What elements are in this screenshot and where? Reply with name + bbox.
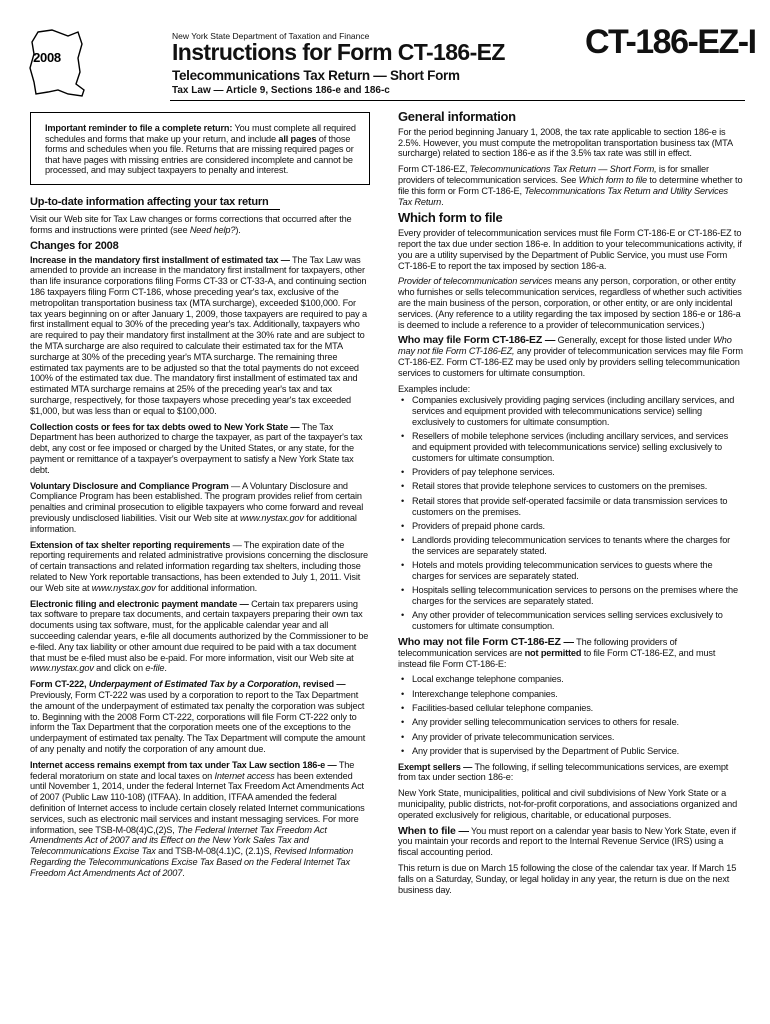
due-date-paragraph: This return is due on March 15 following the close of the calendar tax year. If March 15 falls on a Saturday, Sunday, or legal holiday in any year, the return is due on the next business day. <box>398 863 737 895</box>
gp2-text-2: is for smaller providers of telecommunication services. See <box>398 164 709 185</box>
shelter-end: for additional information. <box>155 582 258 593</box>
reminder-bold: all pages <box>278 133 317 144</box>
web-link[interactable]: www.nystax.gov <box>30 663 94 674</box>
department-name: New York State Department of Taxation and Finance <box>172 31 370 41</box>
examples-intro: Examples include: <box>398 383 471 394</box>
heading-rule <box>30 209 280 210</box>
list-item: • Retail stores that provide self-operated facsimile or data transmission services to customers on the premises. <box>398 496 743 518</box>
page-title: Instructions for Form CT-186-EZ <box>172 39 505 65</box>
voluntary-text: — A Voluntary Disclosure and Compliance Program has been established. The program provides relief from certain penalties and criminal prosecution to eligible taxpayers who come forward and reveal previously undisclosed liabilities. Visit our Web site at <box>30 480 364 524</box>
right-column <box>398 109 743 900</box>
reminder-text-2: of those forms and schedules when you file. Returns that are missing required pages or that have pages with missing entries are considered incomplete and cannot be processed, and may subject taxpayers to penalty and interest. <box>45 133 354 175</box>
who-may-lead: Who may file Form CT-186-EZ — <box>398 334 556 347</box>
voluntary-disclosure-paragraph <box>30 481 370 535</box>
efile-text: Certain tax preparers using tax software to prepare tax documents, and certain taxpayers preparing their own tax documents using tax software, must, for the applicable calendar year and all succeeding calendar years, e-file all documents authorized by the Commissioner to be e-filed. Any tax liability or other amount due required to be paid with a tax document that must be e-filed must also be e-paid. For more information, visit our Web site at <box>30 598 369 663</box>
internet-access-paragraph <box>30 760 370 879</box>
important-reminder-box <box>30 112 370 185</box>
who-not-text-2: to file Form CT-186-EZ, and must instead file Form CT-186-E: <box>398 647 716 669</box>
list-item: • Resellers of mobile telephone services (including ancillary services, and services and equipment provided with telecommunications service) selling exclusively to customers for ultimate consumption. <box>398 431 743 463</box>
list-item: • Hotels and motels providing telecommunication services to guests where the charges for services are separately stated. <box>398 560 743 582</box>
gp2-end: . <box>441 196 444 207</box>
which-paragraph-2 <box>398 276 743 330</box>
collection-costs-paragraph <box>30 422 370 476</box>
examples-list <box>398 395 743 632</box>
tsb-title-2: Revised Information Regarding the Telecommunications Excise Tax Based on the Federal Internet Tax Freedom Act Amendments Act of 2007 <box>30 846 354 878</box>
internet-end: . <box>182 867 185 878</box>
list-item: • Any provider of private telecommunication services. <box>398 732 743 743</box>
collection-lead: Collection costs or fees for tax debts owed to New York State — <box>30 421 300 432</box>
tax-shelter-paragraph <box>30 540 370 594</box>
header-divider <box>170 100 745 101</box>
reminder-text: You must complete all required schedules and forms that make up your return, and include <box>45 123 356 144</box>
reminder-lead: Important reminder to file a complete return: <box>45 123 233 133</box>
page-subtitle: Telecommunications Tax Return — Short Form <box>172 68 460 83</box>
mandatory-text: The Tax Law was amended to provide an increase in the mandatory first installment for taxpayers, other than life insurance corporations filing Forms CT-33 or CT-33-A, and continuing section 186 taxpayers filing Form CT-186, whose preceding year's tax, exclusive of the metropolitan transportation business tax (MTA surcharge), exceeded $100,000. For tax years beginning on or after January 1, 2009, those taxpayers are required to pay a first installment equal to 30% of the preceding year's tax. Additionally, taxpayers who are required to pay their mandatory first installment at the 30% rate and are subject to the MTA surcharge are also required to calculate their estimated tax for the MTA surcharge at 30% of the preceding year's MTA surcharge. The remaining three estimated tax payments are to be adjusted so that the total payments do not exceed 100% of the estimated tax due. The mandatory first installment of estimated tax and estimated MTA surcharge remains at 25% of the preceding year's tax and tax surcharge, respectively, for those taxpayers whose preceding year's tax exceeded $1,000, but was less than or equal to $100,000. <box>30 254 367 416</box>
gp2-text-3: to determine whether to file this form or Form CT-186-E, <box>398 174 743 196</box>
exempt-entities-paragraph: New York State, municipalities, political and civil subdivisions of New York State or a municipality, public districts, not-for-profit corporations, and associations organized and operated exclusively for religious, charitable, or educational purposes. <box>398 788 738 820</box>
ct222-lead-end: , revised — <box>298 679 346 690</box>
internet-italic: Internet access <box>214 770 275 781</box>
voluntary-end: for additional information. <box>30 513 357 534</box>
list-item: • Providers of prepaid phone cards. <box>398 521 743 532</box>
who-may-text-2: any provider of telecommunication services may file Form CT-186-EZ. Form CT-186-EZ may be used only by providers selling telecommunication services to customers for ultimate consumption. <box>398 346 743 378</box>
who-may-not-ref: Who may not file Form CT-186-EZ, <box>398 335 732 357</box>
efile-link[interactable]: e-file <box>145 663 165 674</box>
internet-text: The federal moratorium on state and local taxes on <box>30 759 355 781</box>
list-item: • Local exchange telephone companies. <box>398 674 743 685</box>
efile-mandate-paragraph <box>30 599 370 675</box>
shelter-text: — The expiration date of the reporting requirements and related administrative provisions concerning the disclosure of certain transactions and related information regarding tax shelters, including those related to New York reportable transactions, has been extended to July 1, 2011. Visit our Web site at <box>30 539 368 593</box>
internet-text-3: and TSB-M-08(4.1)C, (2.1)S, <box>155 846 275 857</box>
gp2-text: Form CT-186-EZ, <box>398 164 470 175</box>
efile-end: . <box>164 663 167 674</box>
list-item: • Landlords providing telecommunication services to tenants where the charges for the services are separately stated. <box>398 535 743 557</box>
left-column <box>30 112 370 884</box>
provider-term: Provider of telecommunication services <box>398 276 553 287</box>
web-link[interactable]: www.nystax.gov <box>91 582 156 593</box>
who-may-text: Generally, except for those listed under <box>555 335 714 346</box>
when-lead: When to file — <box>398 824 469 837</box>
ct222-text: Previously, Form CT-222 was used by a corporation to report to the Tax Department the amount of the underpayment of estimated tax penalty the corporation was subject to. Beginning with the 2008 Form CT-222, corporations will file Form CT-222 only to inform the Tax Department that the corporation meets one of the exceptions to the underpayment of estimated tax penalty. The Tax Department will compute the amount of any penalty and notify the corporation of any amount due. <box>30 689 366 754</box>
exempt-sellers-paragraph <box>398 762 743 784</box>
general-paragraph-2 <box>398 164 743 207</box>
uptodate-end: ). <box>235 225 241 236</box>
need-help-ref: Need help? <box>189 225 236 236</box>
when-text: You must report on a calendar year basis to New York State, even if you maintain your records and report to the Internal Revenue Service (IRS) using a fiscal accounting period. <box>398 825 736 858</box>
efile-mid: and click on <box>93 663 146 674</box>
not-permitted-list <box>398 674 743 756</box>
general-paragraph-1: For the period beginning January 1, 2008, the tax rate applicable to section 186-e is 2.5%. However, you must compute the metropolitan transportation business tax (MTA surcharge) related to section 186-e as if the 3.5% tax rate was still in effect. <box>398 126 733 159</box>
mandatory-installment-paragraph <box>30 255 370 417</box>
uptodate-text: Visit our Web site for Tax Law changes or forms corrections that occurred after the forms and instructions were printed (see <box>30 214 352 236</box>
collection-text: The Tax Department has been authorized to charge the taxpayer, as part of the taxpayer's tax debt, any cost or fee imposed or charged by the United States, or any state, for the payment or remittance of a taxpayer's overpayment to satisfy a New York State tax debt. <box>30 421 363 475</box>
list-item: • Any provider selling telecommunication services to others for resale. <box>398 717 743 728</box>
form-title-ref-2: Telecommunications Tax Return and Utility Services Tax Return <box>398 185 728 207</box>
which-form-heading: Which form to file <box>398 210 503 226</box>
voluntary-lead: Voluntary Disclosure and Compliance Program <box>30 480 229 491</box>
provider-definition: means any person, corporation, or other entity who furnishes or sells telecommunication services, regardless of whether such activities are the main business of the person, corporation, or other entity, or are only incidental services. (Any reference to a utility regarding the tax imposed by section 186-e or 186-a is deemed to include a reference to a provider of telecommunication services.) <box>398 276 742 330</box>
list-item: • Providers of pay telephone services. <box>398 467 743 478</box>
ct222-paragraph <box>30 679 370 755</box>
list-item: • Facilities-based cellular telephone companies. <box>398 703 743 714</box>
who-not-lead: Who may not file Form CT-186-EZ — <box>398 635 574 648</box>
not-permitted: not permitted <box>524 647 582 658</box>
section-ref: Which form to file <box>578 174 647 185</box>
general-information-heading: General information <box>398 109 516 124</box>
exempt-lead: Exempt sellers — <box>398 761 473 772</box>
who-not-text: The following providers of telecommunication services are <box>398 636 677 658</box>
tax-year: 2008 <box>33 50 61 65</box>
uptodate-heading: Up-to-date information affecting your tax return <box>30 195 269 208</box>
when-to-file-paragraph <box>398 826 743 858</box>
web-link[interactable]: www.nystax.gov <box>240 513 304 524</box>
list-item: • Any provider that is supervised by the Department of Public Service. <box>398 746 743 757</box>
list-item: • Interexchange telephone companies. <box>398 689 743 700</box>
uptodate-paragraph <box>30 214 370 236</box>
changes-heading: Changes for 2008 <box>30 239 119 252</box>
internet-text-2: has been extended until November 1, 2014, under the federal Internet Tax Freedom Act Amendments Act of 2007 (Public Law 110-108) (ITFAA). In addition, ITFAA amended the federal definition of Internet access to include certain closely related Internet communications services, such as electronic mail services and instant messaging services. For more information, see TSB-M-08(4)C,(2)S, <box>30 770 365 835</box>
list-item: • Any other provider of telecommunication services selling services exclusively to customers for ultimate consumption. <box>398 610 743 632</box>
who-may-file-paragraph <box>398 335 743 378</box>
internet-lead: Internet access remains exempt from tax under Tax Law section 186-e — <box>30 759 337 770</box>
tax-law-reference: Tax Law — Article 9, Sections 186-e and 186-c <box>172 85 390 96</box>
ct222-lead: Form CT-222, <box>30 679 89 690</box>
form-id: CT-186-EZ-I <box>585 23 756 61</box>
mandatory-lead: Increase in the mandatory first installment of estimated tax — <box>30 254 290 265</box>
efile-lead: Electronic filing and electronic payment mandate — <box>30 598 249 609</box>
list-item: • Companies exclusively providing paging services (including ancillary services, and services and equipment provided with telecommunications service) selling exclusively to customers for ultimate consumption. <box>398 395 743 427</box>
shelter-lead: Extension of tax shelter reporting requirements <box>30 539 231 550</box>
ct222-form-title: Underpayment of Estimated Tax by a Corporation <box>88 679 299 690</box>
who-may-not-paragraph <box>398 637 743 669</box>
list-item: • Hospitals selling telecommunication services to persons on the premises where the charges for the services are separately stated. <box>398 585 743 607</box>
page-header <box>0 0 770 112</box>
form-title-ref: Telecommunications Tax Return — Short Form, <box>469 164 657 175</box>
list-item: • Retail stores that provide telephone services to customers on the premises. <box>398 481 743 492</box>
tsb-title-1: The Federal Internet Tax Freedom Act Amendments Act of 2007 and its Effect on the New York Sales Tax and Telecommunications Excise Tax <box>30 824 327 857</box>
exempt-text: The following, if selling telecommunications services, are exempt from tax under section 186-e: <box>398 761 729 783</box>
which-paragraph-1: Every provider of telecommunication services must file Form CT-186-E or CT-186-EZ to report the tax due under section 186-e. In addition to your telecommunications activity, if you are a utility supervised by the Department of Public Service, you must use Form CT-186-E to report the tax imposed by section 186-a. <box>398 228 742 271</box>
